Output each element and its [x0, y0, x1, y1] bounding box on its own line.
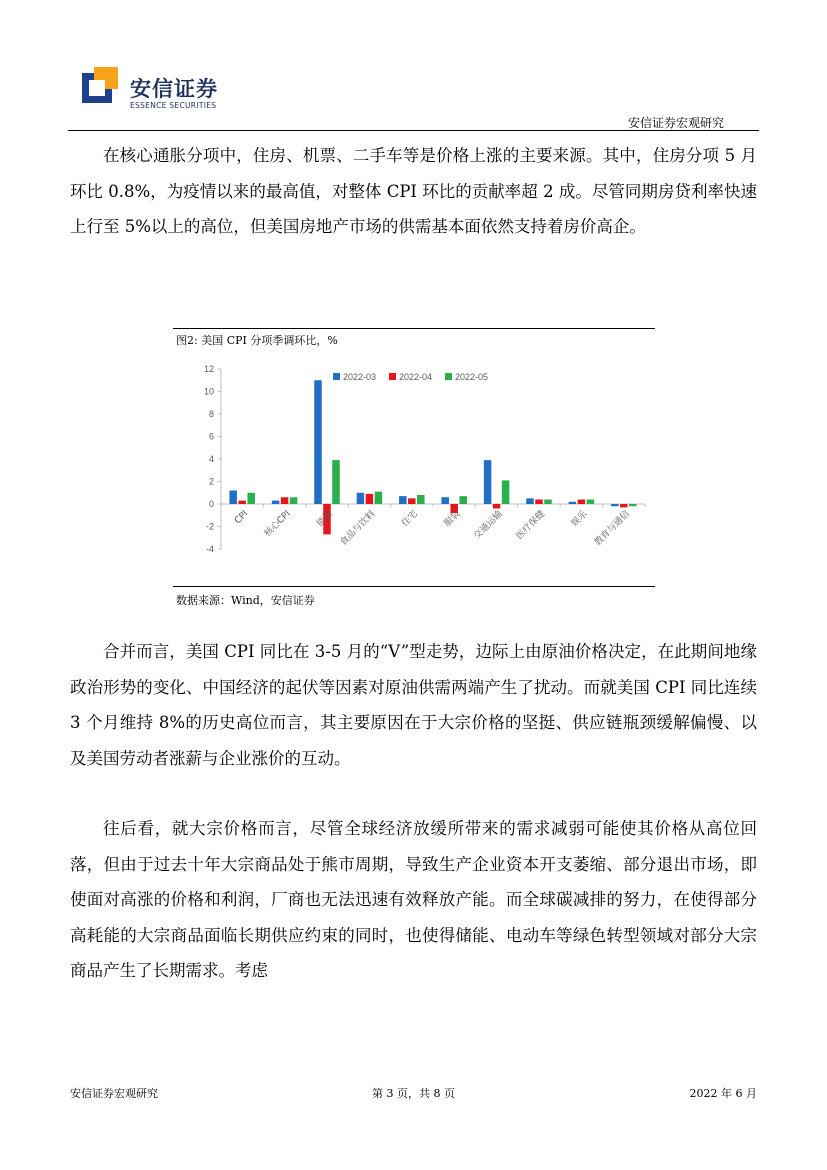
- bar-2022-05-3: [375, 492, 383, 504]
- legend-swatch-2022-04: [389, 373, 396, 380]
- legend-swatch-2022-05: [445, 373, 452, 380]
- legend-swatch-2022-03: [333, 373, 340, 380]
- bar-2022-03-1: [272, 501, 280, 504]
- figure-top-rule: [173, 328, 655, 329]
- bar-2022-05-5: [459, 496, 467, 504]
- bar-2022-04-1: [281, 497, 289, 504]
- bar-2022-05-4: [417, 495, 425, 504]
- bar-2022-03-5: [441, 497, 449, 504]
- y-tick-label: 10: [203, 386, 214, 397]
- bar-2022-04-0: [238, 501, 246, 504]
- y-tick-label: 12: [203, 364, 214, 374]
- paragraph-2: 合并而言，美国 CPI 同比在 3-5 月的“V”型走势，边际上由原油价格决定，在此期间地缘政治形势的变化、中国经济的起伏等因素对原油供需两端产生了扰动。而就美国 CPI 同比连续 3 个月维持 8%的历史高位而言，其主要原因在于大宗价格的坚挺、供应链瓶颈缓解偏慢、以及美国劳动者涨薪与企业涨价的互动。: [70, 642, 757, 768]
- y-tick-label: 4: [208, 454, 214, 464]
- bar-2022-03-6: [484, 460, 492, 504]
- logo-text-cn: 安信证券: [130, 77, 218, 101]
- bar-2022-03-2: [314, 380, 322, 504]
- x-category-label: 住宅: [400, 509, 420, 529]
- x-category-label: 服装: [442, 509, 463, 529]
- paragraph-3: 往后看，就大宗价格而言，尽管全球经济放缓所带来的需求减弱可能使其价格从高位回落，但由于过去十年大宗商品处于熊市周期，导致生产企业资本开支萎缩、部分退出市场，即使面对高涨的价格和利润，厂商也无法迅速有效释放产能。而全球碳减排的努力，在使得部分高耗能的大宗商品面临长期供应约束的同时，也使得储能、电动车等绿色转型领域对部分大宗商品产生了长期需求。考虑: [70, 819, 757, 980]
- y-tick-label: 2: [208, 476, 214, 487]
- x-category-label: CPI: [233, 509, 251, 527]
- y-tick-label: 0: [208, 499, 214, 509]
- bar-2022-04-8: [578, 500, 586, 505]
- bar-2022-05-2: [332, 460, 340, 504]
- bar-2022-05-9: [629, 504, 637, 506]
- bar-2022-04-9: [620, 504, 628, 507]
- bar-2022-03-4: [399, 496, 407, 504]
- header-title: 安信证券宏观研究: [627, 116, 724, 130]
- logo-mark-icon: [82, 67, 120, 105]
- paragraph-1: 在核心通胀分项中，住房、机票、二手车等是价格上涨的主要来源。其中，住房分项 5 月环比 0.8%，为疫情以来的最高值，对整体 CPI 环比的贡献率超 2 成。尽管同期房贷利率快速上行至 5%以上的高位，但美国房地产市场的供需基本面依然支持着房价高企。: [70, 146, 757, 236]
- bar-2022-05-8: [587, 500, 595, 505]
- logo-text-en: ESSENCE SECURITIES: [130, 101, 217, 110]
- y-tick-label: 6: [208, 431, 214, 442]
- legend-label-2022-03: 2022-03: [343, 372, 377, 382]
- bar-2022-03-9: [611, 504, 619, 506]
- bar-2022-03-7: [526, 498, 534, 504]
- footer-page-number: 第 3 页，共 8 页: [372, 1087, 455, 1100]
- bar-2022-05-0: [247, 493, 255, 504]
- x-category-label: 能源: [315, 509, 336, 529]
- bar-2022-05-1: [290, 497, 298, 504]
- figure: [173, 320, 655, 610]
- figure-title: 图2: 美国 CPI 分项季调环比，%: [176, 334, 338, 347]
- y-tick-label: -4: [205, 544, 214, 554]
- bar-2022-03-3: [357, 493, 365, 504]
- bar-2022-04-4: [408, 498, 416, 504]
- bar-2022-03-8: [569, 502, 577, 504]
- x-category-label: 交通运输: [472, 509, 505, 542]
- y-tick-label: 8: [208, 409, 214, 419]
- company-logo: [82, 67, 242, 117]
- x-category-label: 娱乐: [569, 509, 590, 529]
- x-category-label: 食品与饮料: [338, 509, 378, 548]
- bar-2022-04-6: [493, 504, 501, 509]
- figure-source: 数据来源：Wind，安信证券: [176, 594, 315, 607]
- x-category-label: 教育与通信: [593, 509, 632, 548]
- legend-label-2022-04: 2022-04: [399, 372, 433, 382]
- bar-2022-05-6: [502, 480, 510, 504]
- bar-2022-04-3: [366, 494, 374, 504]
- cpi-bar-chart: [173, 360, 655, 582]
- x-category-label: 医疗保健: [514, 509, 548, 542]
- footer-left: 安信证券宏观研究: [70, 1087, 158, 1100]
- bar-2022-03-0: [229, 491, 237, 505]
- header-divider: [68, 130, 759, 131]
- figure-bottom-rule: [173, 586, 655, 587]
- legend-label-2022-05: 2022-05: [455, 372, 489, 382]
- x-category-label: 核心CPI: [262, 509, 293, 540]
- footer-date: 2022 年 6 月: [689, 1087, 757, 1100]
- y-tick-label: -2: [205, 521, 214, 532]
- bar-2022-04-7: [535, 500, 543, 505]
- bar-2022-05-7: [544, 500, 552, 505]
